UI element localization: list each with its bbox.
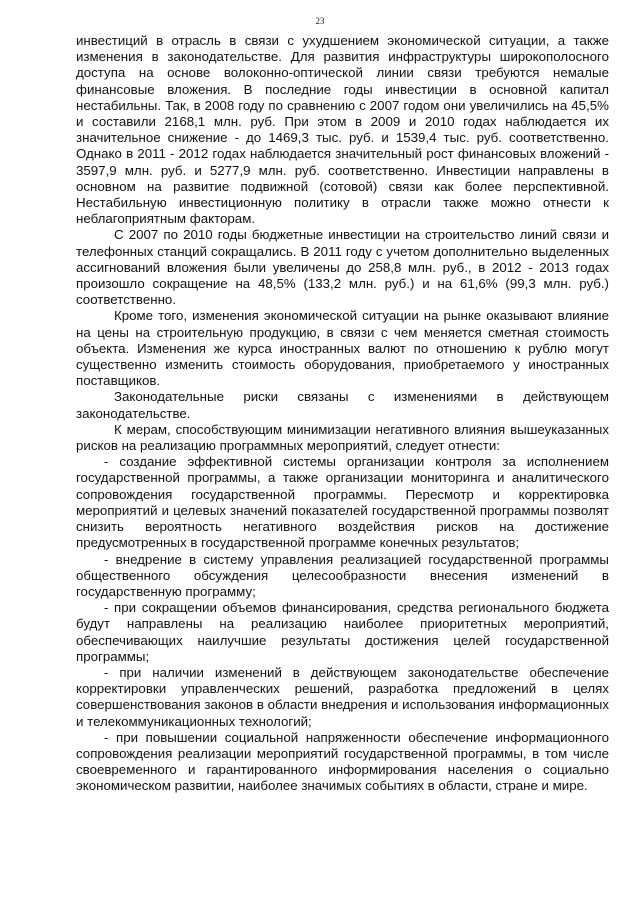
list-item-legislation-changes: - при наличии изменений в действующем законодательстве обеспечение корректировки управленческих решений, разработка предложений в целях совершенствования законов в области внедрения и использования информационных и телекоммуникационных технологий; <box>76 664 609 729</box>
document-body <box>76 33 609 795</box>
paragraph-legislative-risks: Законодательные риски связаны с изменениями в действующем законодательстве. <box>76 389 609 421</box>
paragraph-measures-intro: К мерам, способствующим минимизации негативного влияния вышеуказанных рисков на реализацию программных мероприятий, следует отнести: <box>76 421 609 454</box>
list-item-funding-reduction: - при сокращении объемов финансирования, средства регионального бюджета будут направлены на реализацию наиболее приоритетных мероприятий, обеспечивающих наилучшие результаты достижения целей государственной программы; <box>76 600 609 664</box>
paragraph-economic-situation: Кроме того, изменения экономической ситуации на рынке оказывают влияние на цены на строительную продукцию, в связи с чем меняется сметная стоимость объекта. Изменения же курса иностранных валют по отношению к рублю могут существенно изменить стоимость оборудования, приобретаемого у иностранных поставщиков. <box>76 308 609 389</box>
list-item-control-system: - создание эффективной системы организации контроля за исполнением государственной программы, а также организации мониторинга и аналитического сопровождения государственной программы. Пересмотр и корректировка мероприятий и целевых значений показателей государственной программы позволят снизить вероятность негативного воздействия рисков на достижение предусмотренных в государственной программе конечных результатов; <box>76 454 609 551</box>
paragraph-investment-continued: инвестиций в отрасль в связи с ухудшением экономической ситуации, а также изменения в законодательстве. Для развития инфраструктуры широкополосного доступа на основе волоконно-оптической линии связи требуются немалые финансовые вложения. В последние годы инвестиции в основной капитал нестабильны. Так, в 2008 году по сравнению с 2007 годом они увеличились на 45,5% и составили 2168,1 млн. руб. При этом в 2009 и 2010 годах наблюдается их значительное снижение - до 1469,3 тыс. руб. и 1539,4 тыс. руб. соответственно. Однако в 2011 - 2012 годах наблюдается значительный рост финансовых вложений - 3597,9 млн. руб. и 5277,9 млн. руб. соответственно. Инвестиции направлены в основном на развитие подвижной (сотовой) связи как более перспективной. Нестабильную инвестиционную политику в отрасли также можно отнести к неблагоприятным факторам. <box>76 33 609 227</box>
list-item-public-discussion: - внедрение в систему управления реализацией государственной программы общественного обсуждения целесообразности внесения изменений в государственную программу; <box>76 551 609 599</box>
list-item-social-tension: - при повышении социальной напряженности обеспечение информационного сопровождения реализации мероприятий государственной программы, в том числе своевременного и гарантированного информирования населения о социально экономическом развитии, наиболее значимых событиях в области, стране и мире. <box>76 729 609 794</box>
paragraph-budget-investments: С 2007 по 2010 годы бюджетные инвестиции на строительство линий связи и телефонных станций сокращались. В 2011 году с учетом дополнительно выделенных ассигнований вложения были увеличены до 258,8 млн. руб., в 2012 - 2013 годах произошло сокращение на 48,5% (133,2 млн. руб.) и на 61,6% (99,3 млн. руб.) соответственно. <box>76 227 609 308</box>
page-number: 23 <box>315 16 325 26</box>
